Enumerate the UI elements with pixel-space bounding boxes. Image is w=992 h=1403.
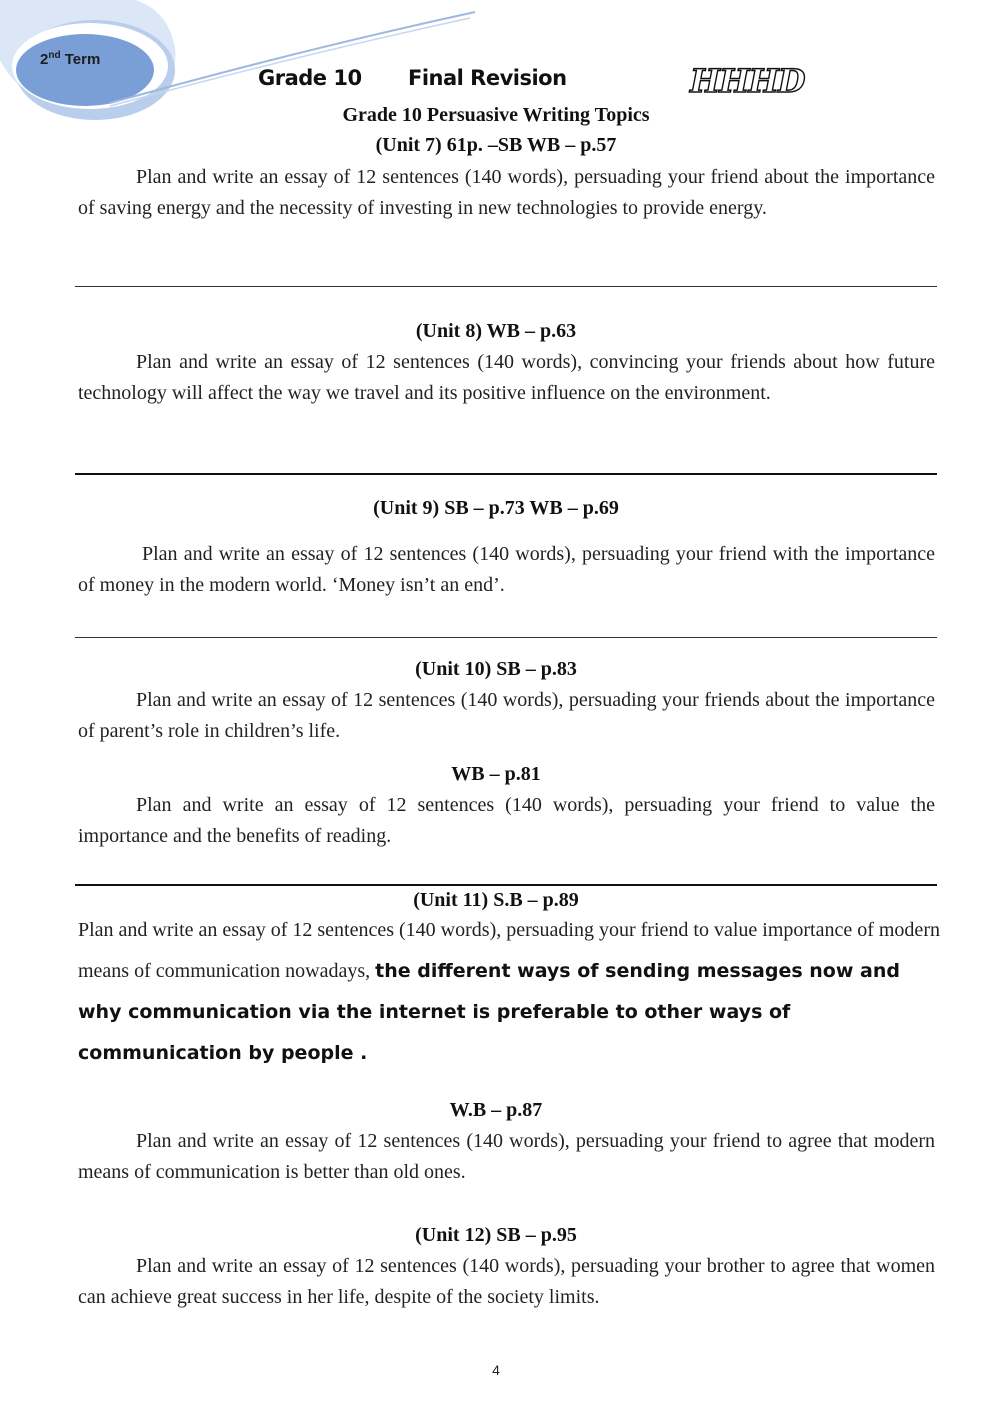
unit-9-heading: (Unit 9) SB – p.73 WB – p.69 (373, 497, 619, 519)
unit-11-heading: (Unit 11) S.B – p.89 (413, 889, 579, 911)
unit-10-wb-text: Plan and write an essay of 12 sentences (140 words), persuading your friend to value the importance and the benefits of reading. (78, 794, 935, 847)
unit-10-wb-prompt (78, 790, 935, 852)
unit-11-wb-text: Plan and write an essay of 12 sentences (140 words), persuading your friend to agree that modern means of communication is better than old ones. (78, 1130, 935, 1183)
unit-7-prompt (78, 162, 935, 224)
page-number: 4 (492, 1362, 500, 1378)
unit-7-text: Plan and write an essay of 12 sentences (140 words), persuading your friend about the importance of saving energy and the necessity of investing in new technologies to provide energy. (78, 166, 935, 219)
section-divider (75, 637, 937, 638)
unit-12-prompt (78, 1251, 935, 1313)
unit-8-text: Plan and write an essay of 12 sentences (140 words), convincing your friends about how future technology will affect the way we travel and its positive influence on the environment. (78, 351, 935, 404)
unit-10-wb-heading: WB – p.81 (451, 763, 541, 785)
unit-8-heading: (Unit 8) WB – p.63 (415, 320, 577, 342)
term-number: 2 (40, 51, 49, 68)
unit-10-heading: (Unit 10) SB – p.83 (415, 658, 577, 680)
revision-heading: Final Revision (408, 66, 567, 90)
unit-9-text: Plan and write an essay of 12 sentences (140 words), persuading your friend with the importance of money in the modern world. ‘Money isn’t an end’. (78, 543, 935, 596)
term-label (40, 50, 130, 68)
unit-9-prompt (78, 539, 935, 601)
hhhd-logo: HHHD (690, 62, 805, 100)
unit-8-prompt (78, 347, 935, 409)
unit-11-text: Plan and write an essay of 12 sentences (140 words), persuading your friend to value importance of modern means of communication nowadays, (78, 919, 940, 982)
unit-12-text: Plan and write an essay of 12 sentences (140 words), persuading your brother to agree that women can achieve great success in her life, despite of the society limits. (78, 1255, 935, 1308)
section-divider (75, 473, 937, 475)
document-title: Grade 10 Persuasive Writing Topics (342, 104, 650, 126)
unit-12-heading: (Unit 12) SB – p.95 (415, 1224, 577, 1246)
term-suffix: nd (48, 50, 61, 61)
unit-11-bold-text: the different ways of sending messages now and why communication via the internet is preferable to other ways of communication by people . (78, 960, 900, 1064)
unit-11-prompt (78, 910, 948, 1074)
unit-11-wb-heading: W.B – p.87 (449, 1099, 543, 1121)
unit-7-heading: (Unit 7) 61p. –SB WB – p.57 (375, 134, 617, 156)
unit-10-prompt (78, 685, 935, 747)
section-divider (75, 884, 937, 886)
term-word: Term (64, 51, 101, 68)
section-divider (75, 286, 937, 287)
unit-11-wb-prompt (78, 1126, 935, 1188)
unit-10-text: Plan and write an essay of 12 sentences (140 words), persuading your friends about the importance of parent’s role in children’s life. (78, 689, 935, 742)
grade-heading: Grade 10 (258, 66, 362, 90)
